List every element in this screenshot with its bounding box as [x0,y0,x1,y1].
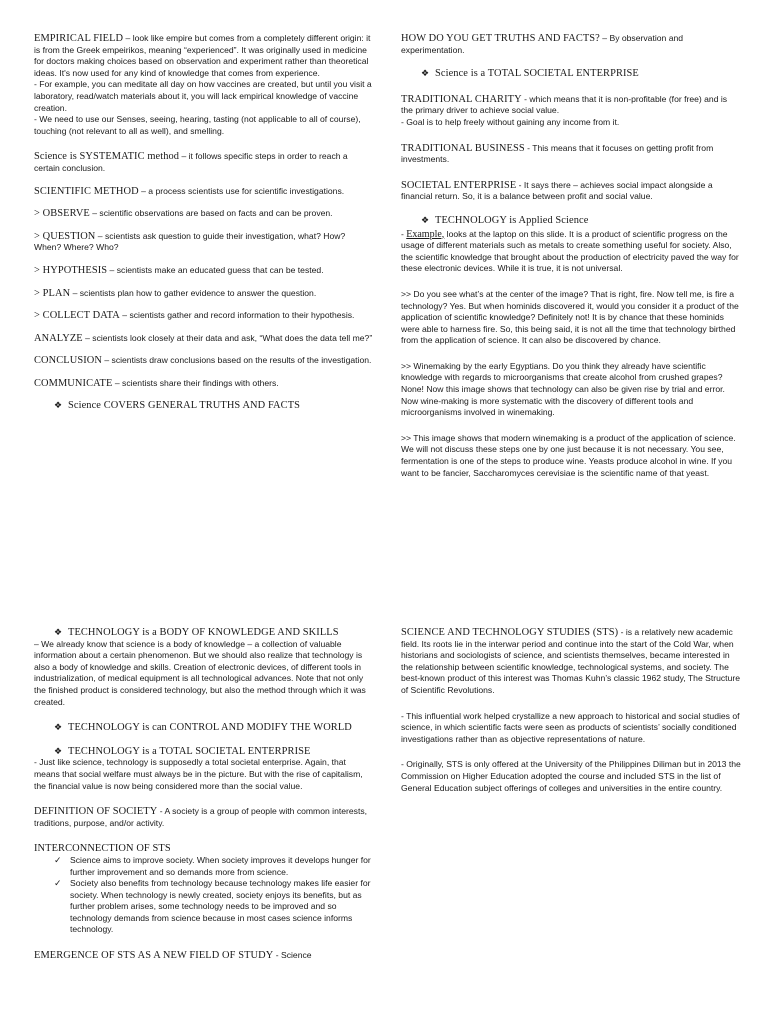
heading-emergence-sts: EMERGENCE OF STS AS A NEW FIELD OF STUDY [34,950,274,962]
paragraph-sts-definition: SCIENCE AND TECHNOLOGY STUDIES (STS) - is a relatively new academic field. Its roots lie in the interwar period and continue into the start of the Cold War, when historians and sociologists of science, and scientists themselves, became interested in the relationship between scientific knowledge, technological systems, and society. The best-known product of this interest was Thomas Kuhn’s classic 1962 study, The Structure of Scientific Revolutions. [401,627,740,695]
diamond-bullet-icon: ❖ [54,722,63,733]
list-item: ✓ Science aims to improve society. When society improves it develops hunger for further improvement and so demands more from science. [54,854,371,877]
step-collect-data: > COLLECT DATA – scientists gather and record information to their hypothesis. [34,310,355,322]
step-analyze: ANALYZE – scientists look closely at their data and ask, “What does the data tell me?” [34,332,373,344]
heading-sts: SCIENCE AND TECHNOLOGY STUDIES (STS) [401,627,619,638]
diamond-bullet-icon: ❖ [421,68,430,79]
paragraph-capitalism: - Just like science, technology is supposedly a total societal enterprise. Again, that means that social welfare must always be in the picture. But with the rise of capitalism, the financial value is now being considered more than the social value. [34,757,363,791]
interconnection-list [34,855,374,936]
step-observe: > OBSERVE – scientific observations are based on facts and can be proven. [34,208,333,220]
paragraph-influential-work: - This influential work helped crystallize a new approach to historical and social studies of science, in which scientific facts were seen as products of scientists’ socially conditioned investigations rather than as objective representations of nature. [401,710,740,744]
heading-traditional-business: TRADITIONAL BUSINESS [401,142,525,154]
paragraph-up-diliman: - Originally, STS is only offered at the University of the Philippines Diliman but in 2013 the Commission on Higher Education adopted the course and included STS in the list of General Education subject offerings of colleges and universities in the entire country. [401,759,741,793]
paragraph-truths-and-facts: HOW DO YOU GET TRUTHS AND FACTS? – By observation and experimentation. [401,33,684,55]
heading-systematic-method: Science is SYSTEMATIC method [34,151,180,163]
bullet-science-general-truths: ❖ Science COVERS GENERAL TRUTHS AND FACTS [54,400,301,412]
heading-definition-society: DEFINITION OF SOCIETY [34,806,158,818]
bullet-technology-knowledge-skills: ❖ TECHNOLOGY is a BODY OF KNOWLEDGE AND SKILLS [54,627,339,638]
step-question: > QUESTION – scientists ask question to guide their investigation, what? How? When? Where? Who? [34,230,346,253]
step-conclusion: CONCLUSION – scientists draw conclusions based on the results of the investigation. [34,355,372,367]
diamond-bullet-icon: ❖ [54,400,63,411]
paragraph-laptop-example: - Example, looks at the laptop on this slide. It is a product of scientific progress on the usage of different materials such as metals to create something useful for society. Also, the scientific knowledge that brought about the production of electricity paved the way for these electronic devices. While it is true, it is not universal. [401,228,739,274]
paragraph-scientific-method: SCIENTIFIC METHOD – a process scientists use for scientific investigations. [34,185,345,197]
paragraph-definition-society: DEFINITION OF SOCIETY - A society is a group of people with common interests, traditions, purpose, and/or activity. [34,806,368,828]
list-item: ✓ Society also benefits from technology because technology makes life easier for society. When technology is newly created, society enjoys its benefits, but as further problem arises, some technology needs to be improved and so technology demands from science because in most cases science informs technology. [54,878,371,935]
heading-traditional-charity: TRADITIONAL CHARITY [401,93,522,105]
column-top-left [34,33,374,424]
diamond-bullet-icon: ❖ [54,627,63,637]
paragraph-traditional-charity: TRADITIONAL CHARITY - which means that it is non-profitable (for free) and is the primary driver to achieve social value. [401,93,728,116]
column-bottom-right [401,627,741,805]
step-hypothesis: > HYPOTHESIS – scientists make an educated guess that can be tested. [34,264,324,276]
column-top-right [401,33,741,490]
step-communicate: COMMUNICATE – scientists share their findings with others. [34,377,279,389]
heading-interconnection-sts: INTERCONNECTION OF STS [34,843,171,855]
paragraph-traditional-business: TRADITIONAL BUSINESS - This means that it focuses on getting profit from investments. [401,142,714,165]
heading-societal-enterprise: SOCIETAL ENTERPRISE [401,179,517,191]
heading-scientific-method: SCIENTIFIC METHOD [34,185,139,197]
paragraph-charity-goal: - Goal is to help freely without gaining any income from it. [401,116,620,127]
checkmark-icon: ✓ [54,854,62,865]
heading-truths-and-facts: HOW DO YOU GET TRUTHS AND FACTS? [401,33,600,44]
bullet-technology-societal-enterprise: ❖ TECHNOLOGY is a TOTAL SOCIETAL ENTERPRISE [54,745,311,757]
bullet-technology-control-world: ❖ TECHNOLOGY is can CONTROL AND MODIFY THE WORLD [54,722,352,734]
paragraph-body-of-knowledge: – We already know that science is a body of knowledge – a collection of valuable information about a certain phenomenon. But we should also realize that technology is also a body of knowledge and skills. Creation of electronic devices, of different tools in industrialization, of medical equipment is all technological advances. Note that not only the finished product is considered technology, but also the method through which it was created. [34,638,366,707]
paragraph-societal-enterprise: SOCIETAL ENTERPRISE - It says there – achieves social impact alongside a financial return. So, it is a balance between profit and social value. [401,179,713,202]
bullet-science-societal-enterprise: ❖ Science is a TOTAL SOCIETAL ENTERPRISE [421,68,639,80]
paragraph-vaccine-example: - For example, you can meditate all day on how vaccines are created, but until you visit a laboratory, read/watch materials about it, you will lack empirical knowledge of vaccine creation. [34,79,372,113]
paragraph-emergence-sts: EMERGENCE OF STS AS A NEW FIELD OF STUDY - Science [34,950,312,962]
step-plan: > PLAN – scientists plan how to gather evidence to answer the question. [34,287,317,299]
paragraph-systematic-method: Science is SYSTEMATIC method – it follows specific steps in order to reach a certain conclusion. [34,151,348,173]
paragraph-fire: >> Do you see what’s at the center of the image? That is right, fire. Now tell me, is fire a technology? Yes. But when hominids discovered it, would you consider it a product of the application of scientific knowledge? Definitely not! It is by chance that these hominids were able to harness fire. So, this being said, it is not all the time that technology birthed from the application of science. It can also be discovered by chance. [401,288,739,346]
paragraph-modern-winemaking: >> This image shows that modern winemaking is a product of the application of science. We will not discuss these steps one by one just because it is not necessary. You see, fermentation is one of the steps to produce wine. Yeasts produce alcohol in wine. If you want to be fancier, Saccharomyces cerevisiae is the scientific name of that yeast. [401,432,736,478]
paragraph-senses: - We need to use our Senses, seeing, hearing, tasting (not applicable to all of course), touching (not relevant to all as well), and smelling. [34,114,361,136]
checkmark-icon: ✓ [54,878,62,889]
diamond-bullet-icon: ❖ [421,214,430,225]
diamond-bullet-icon: ❖ [54,745,63,756]
bullet-technology-applied-science: ❖ TECHNOLOGY is Applied Science [421,214,589,226]
column-bottom-left [34,627,374,973]
heading-empirical-field: EMPIRICAL FIELD [34,33,124,44]
paragraph-egyptian-winemaking: >> Winemaking by the early Egyptians. Do you think they already have scientific knowledge with regards to microorganisms that create alcohol from crushed grapes? None! Now this image shows that technology can also be given rise by trial and error. Now wine-making is more systematic with the discovery of different tools and microorganisms involved in winemaking. [401,360,725,418]
paragraph-empirical-field: EMPIRICAL FIELD – look like empire but comes from a completely different origin: it is from the Greek empeirikos, meaning “experienced”. It was originally used in medicine for doctors making choices based on observation and experiment rather than theoretical ideas. It's now used for any kind of knowledge that comes from experience. [34,33,371,78]
